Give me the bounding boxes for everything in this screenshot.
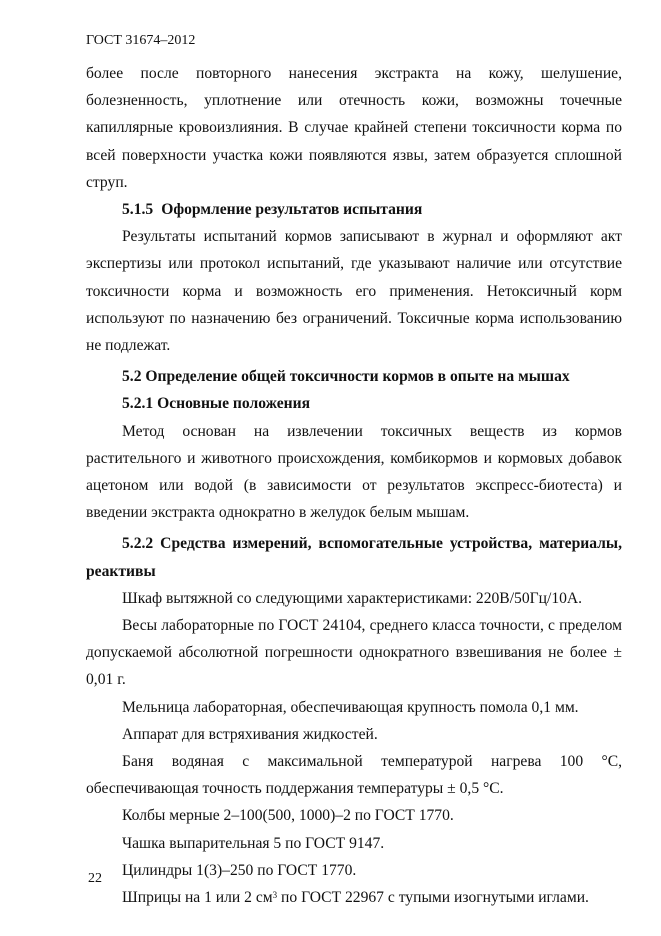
paragraph-dish: Чашка выпарительная 5 по ГОСТ 9147. (122, 834, 385, 852)
paragraph-water-bath: Баня водяная с максимальной температурой нагрева 100 °С, обеспечивающая точность поддержания температуры ± 0,5 °С. (86, 753, 622, 798)
section-title: Оформление результатов испытания (161, 201, 423, 219)
paragraph-cylinders: Цилиндры 1(3)–250 по ГОСТ 1770. (122, 861, 357, 879)
document-header: ГОСТ 31674–2012 (86, 33, 196, 48)
section-heading-5-2-2: 5.2.2 Средства измерений, вспомогательные устройства, материалы, реактивы (86, 535, 622, 580)
superscript: 3 (272, 890, 278, 901)
section-heading-5-1-5 (86, 196, 622, 223)
paragraph-method: Метод основан на извлечении токсичных веществ из кормов растительного и животного происхождения, комбикормов и кормовых добавок ацетоном или водой (в зависимости от результатов экспресс-биотеста) и введении экстракта однократно в желудок белым мышам. (86, 422, 622, 522)
paragraph-fume-hood: Шкаф вытяжной со следующими характеристиками: 220В/50Гц/10А. (122, 589, 583, 607)
paragraph-mill: Мельница лабораторная, обеспечивающая крупность помола 0,1 мм. (122, 698, 579, 716)
document-body (86, 60, 622, 911)
paragraph-scales: Весы лабораторные по ГОСТ 24104, среднего класса точности, с пределом допускаемой абсолютной погрешности однократного взвешивания не более ± 0,01 г. (86, 617, 622, 689)
page-number: 22 (88, 871, 102, 886)
paragraph-syringes (86, 884, 622, 911)
section-heading-5-2-1: 5.2.1 Основные положения (122, 395, 311, 413)
syringes-text-a: Шприцы на 1 или 2 см (122, 889, 273, 907)
section-number: 5.1.5 (122, 201, 154, 219)
paragraph-continuation: более после повторного нанесения экстракта на кожу, шелушение, болезненность, уплотнение или отечность кожи, возможны точечные капиллярные кровоизлияния. В случае крайней степени токсичности корма по всей поверхности участка кожи появляются язвы, затем образуется сплошной струп. (86, 65, 622, 191)
paragraph-results: Результаты испытаний кормов записывают в журнал и оформляют акт экспертизы или протокол испытаний, где указывают наличие или отсутствие токсичности корма и возможность его применения. Нетоксичный корм используют по назначению без ограничений. Токсичные корма использованию не подлежат. (86, 228, 622, 355)
paragraph-shaker: Аппарат для встряхивания жидкостей. (122, 725, 378, 743)
paragraph-flasks: Колбы мерные 2–100(500, 1000)–2 по ГОСТ 1770. (122, 807, 454, 825)
syringes-text-b: по ГОСТ 22967 с тупыми изогнутыми иглами. (277, 889, 589, 907)
section-heading-5-2: 5.2 Определение общей токсичности кормов в опыте на мышах (122, 368, 570, 386)
